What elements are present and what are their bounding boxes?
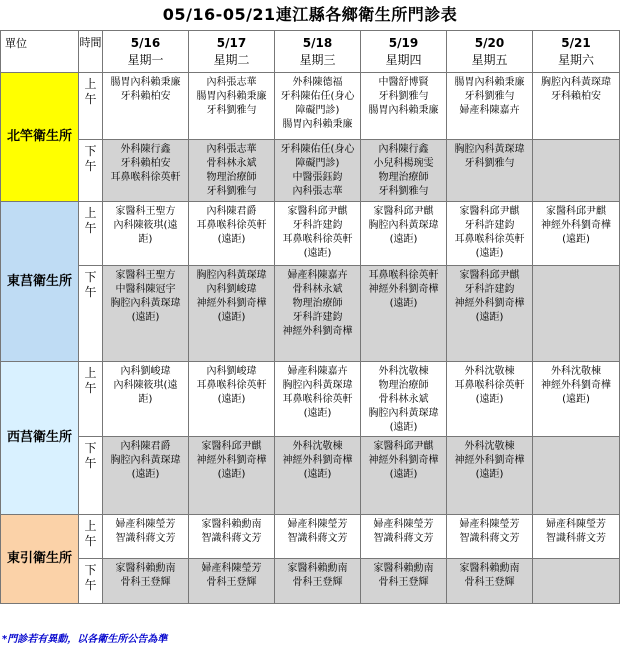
doctor-entry: 內科陳筱琪(遠	[113, 380, 178, 391]
doctor-entry: 家醫科賴勳南	[459, 563, 520, 574]
doctor-entry: 家醫科邱尹麒	[373, 206, 434, 217]
day-date: 5/21	[561, 36, 591, 50]
schedule-cell	[361, 266, 447, 362]
doctor-entry: 婦產科陳瑩芳	[459, 519, 520, 530]
doctor-entry: 中醫張鈺鈞	[292, 172, 343, 183]
doctor-entry: 婦產科陳瑩芳	[546, 519, 606, 530]
doctor-entry: 骨科林永斌	[206, 158, 257, 169]
schedule-cell	[189, 140, 275, 202]
schedule-cell	[361, 140, 447, 202]
doctor-entry: 中醫舒博賢	[378, 77, 429, 88]
doctor-entry: 家醫科王聖方	[115, 206, 176, 217]
time-header: 時間	[79, 31, 103, 73]
doctor-entry: 物理治療師	[292, 298, 343, 309]
schedule-row	[1, 73, 620, 140]
doctor-entry: 物理治療師	[206, 172, 257, 183]
day-weekday: 星期四	[385, 53, 422, 67]
doctor-entry: 內科張志華	[206, 77, 257, 88]
doctor-entry: 牙科劉雅勻	[378, 186, 429, 197]
page-title: 05/16-05/21連江縣各鄉衛生所門診表	[162, 5, 458, 24]
schedule-cell	[533, 362, 620, 437]
schedule-cell	[275, 437, 361, 515]
doctor-entry: 腸胃內科賴秉廉	[196, 91, 267, 102]
doctor-entry: 家醫科邱尹麒	[546, 206, 606, 217]
day-date: 5/18	[302, 36, 333, 50]
schedule-cell	[533, 437, 620, 515]
schedule-cell	[447, 559, 533, 604]
doctor-entry: 牙科賴柏安	[120, 158, 171, 169]
doctor-entry: 外科陳行鑫	[120, 144, 171, 155]
doctor-entry: 智識科蔣文芳	[115, 533, 176, 544]
doctor-entry: 胸腔內科黃琛瑋	[368, 408, 439, 419]
center-name: 西莒衛生所	[1, 362, 79, 515]
doctor-entry: (遠距)	[217, 234, 246, 245]
doctor-entry: (遠距)	[475, 469, 504, 480]
schedule-cell	[533, 73, 620, 140]
doctor-entry: 耳鼻喉科徐英軒	[196, 220, 267, 231]
schedule-row	[1, 437, 620, 515]
doctor-entry: 婦產科陳瑩芳	[115, 519, 176, 530]
doctor-entry: 外科沈敬棟	[378, 366, 429, 377]
schedule-row	[1, 515, 620, 559]
doctor-entry: 神經外科劉奇樺	[454, 298, 525, 309]
doctor-entry: 智識科蔣文芳	[546, 533, 606, 544]
day-header	[275, 31, 361, 73]
doctor-entry: 牙科許建鈞	[464, 220, 515, 231]
doctor-entry: 內科劉峻瑋	[120, 366, 171, 377]
day-header	[447, 31, 533, 73]
doctor-entry: 家醫科邱尹麒	[459, 206, 520, 217]
doctor-entry: 牙科劉雅勻	[206, 186, 257, 197]
header-row	[1, 31, 620, 73]
schedule-cell	[189, 266, 275, 362]
schedule-cell	[189, 437, 275, 515]
schedule-cell	[103, 559, 189, 604]
day-weekday: 星期六	[557, 53, 594, 67]
doctor-entry: 家醫科賴勳南	[115, 563, 176, 574]
doctor-entry: 智識科蔣文芳	[373, 533, 434, 544]
doctor-entry: 神經外科劉奇樺	[368, 455, 439, 466]
doctor-entry: 外科沈敬棟	[551, 366, 601, 377]
doctor-entry: 神經外科劉奇樺	[454, 455, 525, 466]
day-header	[361, 31, 447, 73]
doctor-entry: (遠距)	[303, 248, 332, 259]
doctor-entry: 胸腔內科黃琛瑋	[454, 144, 525, 155]
schedule-cell	[189, 559, 275, 604]
doctor-entry: 骨科王登輝	[464, 577, 515, 588]
doctor-entry: 耳鼻喉科徐英軒	[282, 234, 353, 245]
doctor-entry: 內科劉峻瑋	[206, 284, 257, 295]
doctor-entry: 內科陳君爵	[120, 441, 171, 452]
doctor-entry: 胸腔內科黃琛瑋	[282, 380, 353, 391]
doctor-entry: 神經外科劉奇樺	[541, 220, 611, 231]
doctor-entry: 家醫科邱尹麒	[459, 270, 520, 281]
doctor-entry: 小兒科楊琬雯	[373, 158, 434, 169]
doctor-entry: (遠距)	[217, 469, 246, 480]
doctor-entry: (遠距)	[303, 469, 332, 480]
doctor-entry: (遠距)	[562, 234, 590, 245]
schedule-row	[1, 140, 620, 202]
unit-header: 單位	[1, 31, 79, 73]
doctor-entry: 婦產科陳嘉卉	[287, 366, 348, 377]
schedule-cell	[447, 437, 533, 515]
schedule-cell	[275, 559, 361, 604]
schedule-row	[1, 559, 620, 604]
schedule-cell	[103, 73, 189, 140]
doctor-entry: (遠距)	[217, 394, 246, 405]
doctor-entry: 外科陳德福	[292, 77, 343, 88]
doctor-entry: 牙科劉雅勻	[464, 91, 515, 102]
doctor-entry: (遠距)	[131, 312, 160, 323]
doctor-entry: 婦產科陳瑩芳	[373, 519, 434, 530]
center-name: 東莒衛生所	[1, 202, 79, 362]
doctor-entry: 胸腔內科黃琛瑋	[368, 220, 439, 231]
schedule-cell	[361, 437, 447, 515]
doctor-entry: 內科劉峻瑋	[206, 366, 257, 377]
schedule-cell	[103, 266, 189, 362]
doctor-entry: 腸胃內科賴秉廉	[110, 77, 181, 88]
doctor-entry: 耳鼻喉科徐英軒	[110, 172, 181, 183]
schedule-cell	[447, 140, 533, 202]
doctor-entry: 內科張志華	[206, 144, 257, 155]
doctor-entry: 家醫科賴勳南	[201, 519, 262, 530]
schedule-cell	[189, 202, 275, 266]
doctor-entry: 家醫科王聖方	[115, 270, 176, 281]
session-label: 下午	[79, 140, 103, 202]
schedule-cell	[447, 202, 533, 266]
doctor-entry: (遠距)	[389, 422, 418, 433]
doctor-entry: (遠距)	[475, 248, 504, 259]
doctor-entry: 牙科陳佑任(身心	[280, 144, 355, 155]
doctor-entry: 家醫科邱尹麒	[201, 441, 262, 452]
doctor-entry: (遠距)	[475, 312, 504, 323]
doctor-entry: 胸腔內科黃琛瑋	[196, 270, 267, 281]
doctor-entry: 牙科陳佑任(身心	[280, 91, 355, 102]
doctor-entry: (遠距)	[217, 312, 246, 323]
doctor-entry: 骨科王登輝	[292, 577, 343, 588]
session-label: 上午	[79, 362, 103, 437]
doctor-entry: 距)	[138, 394, 153, 405]
doctor-entry: 耳鼻喉科徐英軒	[196, 380, 267, 391]
schedule-cell	[361, 202, 447, 266]
doctor-entry: (遠距)	[131, 469, 160, 480]
day-weekday: 星期一	[127, 53, 164, 67]
doctor-entry: 胸腔內科黃琛瑋	[541, 77, 611, 88]
session-label: 下午	[79, 559, 103, 604]
doctor-entry: 外科沈敬棟	[292, 441, 343, 452]
doctor-entry: 牙科劉雅勻	[464, 158, 515, 169]
session-label: 上午	[79, 73, 103, 140]
doctor-entry: 胸腔內科黃琛瑋	[110, 455, 181, 466]
schedule-cell	[275, 202, 361, 266]
doctor-entry: 骨科王登輝	[120, 577, 171, 588]
doctor-entry: 家醫科邱尹麒	[373, 441, 434, 452]
schedule-row	[1, 202, 620, 266]
doctor-entry: 家醫科賴勳南	[373, 563, 434, 574]
doctor-entry: 婦產科陳瑩芳	[287, 519, 348, 530]
doctor-entry: 牙科劉雅勻	[206, 105, 257, 116]
schedule-cell	[189, 362, 275, 437]
doctor-entry: 牙科許建鈞	[292, 312, 343, 323]
schedule-cell	[447, 362, 533, 437]
schedule-cell	[103, 437, 189, 515]
schedule-cell	[275, 73, 361, 140]
schedule-cell	[533, 266, 620, 362]
clinic-schedule-table	[0, 30, 620, 604]
schedule-cell	[103, 140, 189, 202]
schedule-cell	[361, 559, 447, 604]
doctor-entry: 胸腔內科黃琛瑋	[110, 298, 181, 309]
doctor-entry: 外科沈敬棟	[464, 366, 515, 377]
doctor-entry: 距)	[138, 234, 153, 245]
doctor-entry: 物理治療師	[378, 172, 429, 183]
doctor-entry: 外科沈敬棟	[464, 441, 515, 452]
session-label: 下午	[79, 437, 103, 515]
doctor-entry: 神經外科劉奇樺	[196, 298, 267, 309]
schedule-cell	[361, 515, 447, 559]
doctor-entry: (遠距)	[389, 469, 418, 480]
doctor-entry: 智識科蔣文芳	[201, 533, 262, 544]
doctor-entry: 內科陳筱琪(遠	[113, 220, 178, 231]
day-date: 5/17	[216, 36, 247, 50]
footnote: *門診若有異動，以各衛生所公告為準	[2, 634, 168, 645]
doctor-entry: 腸胃內科賴秉廉	[454, 77, 525, 88]
doctor-entry: 內科陳行鑫	[378, 144, 429, 155]
schedule-cell	[361, 362, 447, 437]
schedule-cell	[189, 515, 275, 559]
schedule-cell	[103, 515, 189, 559]
schedule-cell	[275, 362, 361, 437]
day-weekday: 星期五	[471, 53, 508, 67]
doctor-entry: 神經外科劉奇樺	[196, 455, 267, 466]
doctor-entry: (遠距)	[389, 298, 418, 309]
day-header	[189, 31, 275, 73]
doctor-entry: 牙科許建鈞	[292, 220, 343, 231]
doctor-entry: 牙科劉雅勻	[378, 91, 429, 102]
doctor-entry: 腸胃內科賴秉廉	[368, 105, 439, 116]
schedule-cell	[447, 266, 533, 362]
doctor-entry: 耳鼻喉科徐英軒	[368, 270, 439, 281]
doctor-entry: 耳鼻喉科徐英軒	[454, 234, 525, 245]
session-label: 上午	[79, 202, 103, 266]
schedule-cell	[447, 73, 533, 140]
doctor-entry: 內科張志華	[292, 186, 343, 197]
doctor-entry: 神經外科劉奇樺	[282, 455, 353, 466]
doctor-entry: 牙科賴柏安	[120, 91, 171, 102]
schedule-cell	[103, 202, 189, 266]
day-date: 5/19	[388, 36, 419, 50]
doctor-entry: (遠距)	[562, 394, 590, 405]
doctor-entry: 內科陳君爵	[206, 206, 257, 217]
schedule-cell	[189, 73, 275, 140]
doctor-entry: 腸胃內科賴秉廉	[282, 119, 353, 130]
day-weekday: 星期三	[299, 53, 336, 67]
doctor-entry: 物理治療師	[378, 380, 429, 391]
schedule-row	[1, 362, 620, 437]
doctor-entry: 骨科王登輝	[378, 577, 429, 588]
day-date: 5/16	[130, 36, 161, 50]
doctor-entry: (遠距)	[475, 394, 504, 405]
doctor-entry: 障礙門診)	[295, 105, 340, 116]
doctor-entry: 耳鼻喉科徐英軒	[282, 394, 353, 405]
doctor-entry: 牙科許建鈞	[464, 284, 515, 295]
doctor-entry: (遠距)	[303, 408, 332, 419]
doctor-entry: 智識科蔣文芳	[459, 533, 520, 544]
session-label: 上午	[79, 515, 103, 559]
doctor-entry: 耳鼻喉科徐英軒	[454, 380, 525, 391]
schedule-cell	[533, 559, 620, 604]
center-name: 東引衛生所	[1, 515, 79, 604]
schedule-cell	[103, 362, 189, 437]
doctor-entry: 障礙門診)	[295, 158, 340, 169]
schedule-cell	[361, 73, 447, 140]
day-header	[533, 31, 620, 73]
doctor-entry: 婦產科陳嘉卉	[459, 105, 520, 116]
doctor-entry: 智識科蔣文芳	[287, 533, 348, 544]
doctor-entry: 神經外科劉奇樺	[282, 326, 353, 337]
doctor-entry: 骨科王登輝	[206, 577, 257, 588]
doctor-entry: 家醫科邱尹麒	[287, 206, 348, 217]
doctor-entry: 婦產科陳瑩芳	[201, 563, 262, 574]
schedule-cell	[275, 140, 361, 202]
doctor-entry: 中醫科陳冠宇	[115, 284, 176, 295]
doctor-entry: 家醫科賴勳南	[287, 563, 348, 574]
doctor-entry: 牙科賴柏安	[551, 91, 601, 102]
day-header	[103, 31, 189, 73]
doctor-entry: 骨科林永斌	[378, 394, 429, 405]
schedule-cell	[533, 202, 620, 266]
schedule-cell	[275, 515, 361, 559]
day-date: 5/20	[474, 36, 505, 50]
schedule-cell	[275, 266, 361, 362]
day-weekday: 星期二	[213, 53, 250, 67]
center-name: 北竿衛生所	[1, 73, 79, 202]
schedule-cell	[533, 140, 620, 202]
schedule-cell	[447, 515, 533, 559]
session-label: 下午	[79, 266, 103, 362]
schedule-cell	[533, 515, 620, 559]
doctor-entry: (遠距)	[389, 234, 418, 245]
doctor-entry: 婦產科陳嘉卉	[287, 270, 348, 281]
doctor-entry: 神經外科劉奇樺	[368, 284, 439, 295]
doctor-entry: 神經外科劉奇樺	[541, 380, 611, 391]
doctor-entry: 骨科林永斌	[292, 284, 343, 295]
schedule-row	[1, 266, 620, 362]
